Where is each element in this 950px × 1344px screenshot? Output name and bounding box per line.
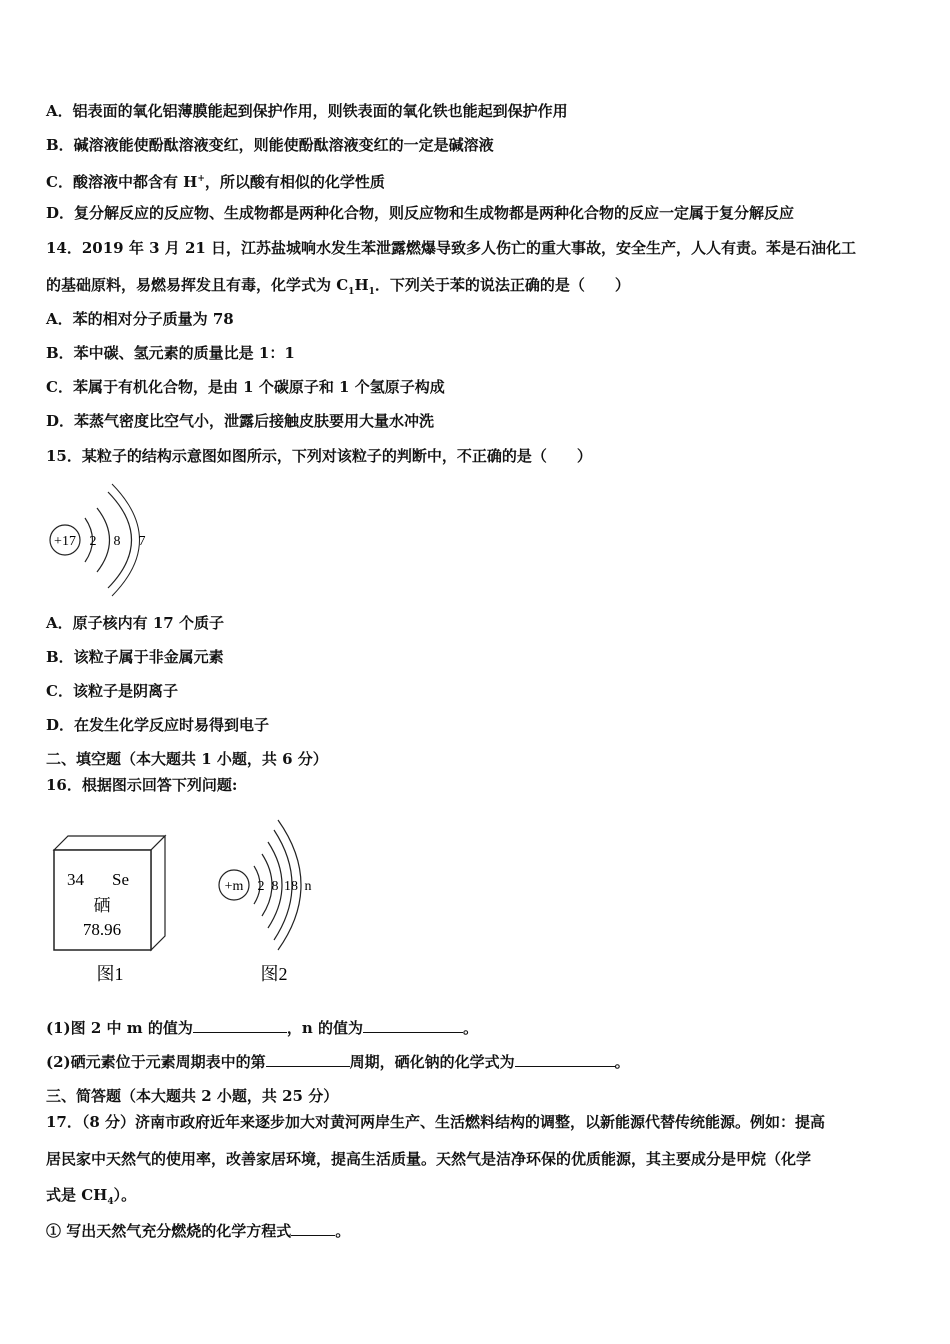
shell-electrons-3: 18 — [284, 879, 298, 894]
q14-option-b: B．苯中碳、氢元素的质量比是 1：1 — [46, 344, 295, 362]
shell-electrons-1: 2 — [257, 879, 265, 894]
q16-sub1-end: 。 — [462, 1019, 478, 1037]
atom-structure-diagram-q15 — [40, 480, 160, 598]
nucleus-charge: +17 — [54, 534, 76, 549]
nucleus-charge: +m — [224, 879, 244, 894]
formula-subscript: 4 — [107, 1197, 114, 1207]
figure-1-caption: 图1 — [96, 964, 124, 984]
shell-electrons-3: 7 — [138, 534, 146, 549]
h-plus-superscript: + — [197, 174, 205, 184]
section-heading-fill-in: 二、填空题（本大题共 1 小题，共 6 分） — [46, 750, 328, 768]
q16-sub2-end: 。 — [614, 1053, 630, 1071]
answer-blank-m[interactable] — [193, 1017, 287, 1033]
formula-h: H — [354, 276, 369, 294]
answer-blank-n[interactable] — [363, 1017, 463, 1033]
periodic-table-cell-figure — [48, 832, 178, 992]
q16-sub1-text: (1)图 2 中 m 的值为 — [46, 1019, 193, 1037]
shell-electrons-1: 2 — [89, 534, 97, 549]
shell-electrons-4: n — [304, 879, 312, 894]
q15-option-c: C．该粒子是阴离子 — [46, 682, 178, 700]
q14-option-d: D．苯蒸气密度比空气小，泄露后接触皮肤要用大量水冲洗 — [46, 412, 435, 430]
q16-sub1-text-mid: ，n 的值为 — [286, 1019, 363, 1037]
q17-stem-line3 — [46, 1185, 136, 1212]
q16-sub-question-2 — [46, 1051, 630, 1072]
figure-2-caption: 图2 — [260, 964, 288, 984]
formula-subscript: 1 — [368, 287, 375, 297]
q17-stem-line1: 17．（8 分）济南市政府近年来逐步加大对黄河两岸生产、生活燃料结构的调整，以新能源代替传统能源。例如：提高 — [46, 1113, 826, 1131]
q13-option-c-text-end: ，所以酸有相似的化学性质 — [204, 173, 385, 191]
answer-blank-equation[interactable] — [291, 1220, 335, 1236]
q17-sub1-text: ① 写出天然气充分燃烧的化学方程式 — [46, 1222, 292, 1240]
cell-side-face — [151, 836, 165, 950]
answer-blank-period[interactable] — [266, 1051, 350, 1067]
q13-option-d: D．复分解反应的反应物、生成物都是两种化合物，则反应物和生成物都是两种化合物的反应一定属于复分解反应 — [46, 204, 795, 222]
q16-sub-question-1 — [46, 1017, 478, 1038]
q15-option-a: A．原子核内有 17 个质子 — [46, 614, 224, 632]
shell-electrons-2: 8 — [271, 879, 279, 894]
q15-option-d: D．在发生化学反应时易得到电子 — [46, 716, 270, 734]
element-symbol: Se — [112, 870, 129, 889]
q13-option-c-text: C．酸溶液中都含有 H — [46, 173, 198, 191]
electron-shell-2 — [97, 508, 110, 572]
q14-stem-line1: 14．2019 年 3 月 21 日，江苏盐城响水发生苯泄露燃爆导致多人伤亡的重大事故，安全生产，人人有责。苯是石油化工 — [46, 239, 857, 257]
q17-sub-question-1 — [46, 1220, 350, 1241]
shell-electrons-2: 8 — [113, 534, 121, 549]
q13-option-b: B．碱溶液能使酚酞溶液变红，则能使酚酞溶液变红的一定是碱溶液 — [46, 136, 494, 154]
cell-top-face — [54, 836, 165, 850]
atomic-mass: 78.96 — [82, 920, 122, 939]
q13-option-c — [46, 169, 385, 192]
q14-option-a: A．苯的相对分子质量为 78 — [46, 310, 234, 328]
q15-stem: 15．某粒子的结构示意图如图所示，下列对该粒子的判断中，不正确的是（ ） — [46, 447, 592, 465]
q15-option-b: B．该粒子属于非金属元素 — [46, 648, 224, 666]
q13-option-a: A．铝表面的氧化铝薄膜能起到保护作用，则铁表面的氧化铁也能起到保护作用 — [46, 102, 568, 120]
q14-stem-text: 的基础原料，易燃易挥发且有毒，化学式为 C — [46, 276, 349, 294]
q14-stem-line2 — [46, 275, 630, 302]
formula-subscript: 1 — [348, 287, 355, 297]
atomic-number: 34 — [67, 870, 84, 889]
q17-sub1-end: 。 — [335, 1222, 351, 1240]
q14-option-c: C．苯属于有机化合物，是由 1 个碳原子和 1 个氢原子构成 — [46, 378, 445, 396]
section-heading-short-answer: 三、简答题（本大题共 2 小题，共 25 分） — [46, 1087, 339, 1105]
q16-stem: 16．根据图示回答下列问题: — [46, 776, 238, 794]
answer-blank-formula[interactable] — [515, 1051, 615, 1067]
q17-stem-text-end: ）。 — [113, 1186, 137, 1204]
q17-stem-line2: 居民家中天然气的使用率，改善家居环境，提高生活质量。天然气是洁净环保的优质能源，其主要成分是甲烷（化学 — [46, 1150, 812, 1168]
q17-stem-text: 式是 CH — [46, 1186, 108, 1204]
element-name: 硒 — [93, 896, 111, 915]
q16-sub2-text-mid: 周期，硒化钠的化学式为 — [349, 1053, 515, 1071]
q14-stem-text-end: ．下列关于苯的说法正确的是（ ） — [374, 276, 630, 294]
q16-sub2-text: (2)硒元素位于元素周期表中的第 — [46, 1053, 266, 1071]
atom-structure-diagram-q16 — [212, 814, 332, 992]
